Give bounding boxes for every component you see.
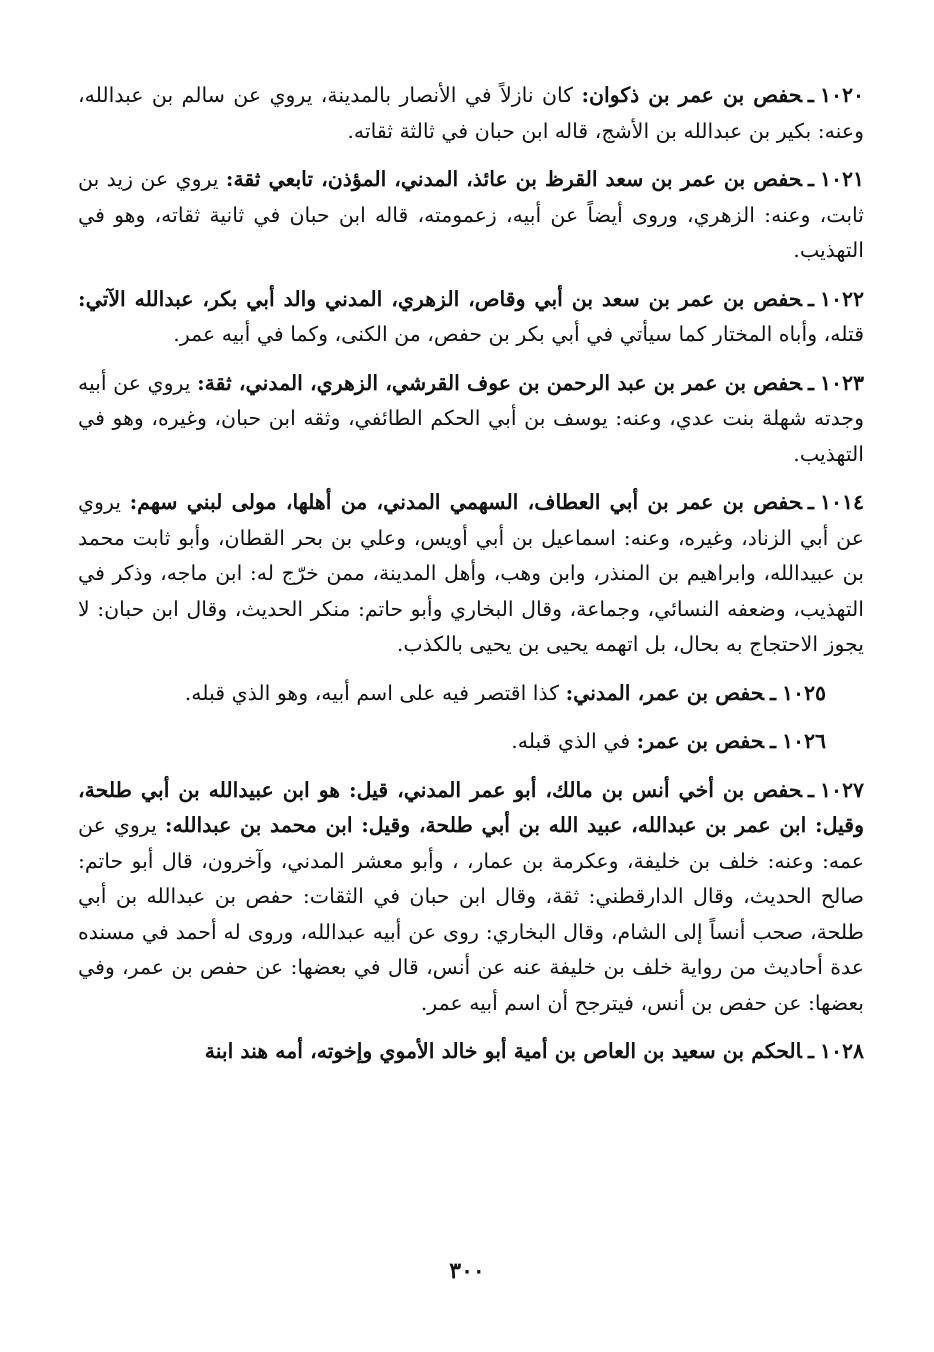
entry-dash: ـ bbox=[807, 777, 814, 802]
entry-1025 bbox=[78, 676, 864, 712]
entry-text: يروي عن زيد بن ثابت، وعنه: الزهري، وروى أيضاً عن أبيه، زعمومته، قاله ابن حبان في ثانية ثقاته، وهو في التهذيب. bbox=[78, 167, 864, 262]
entry-number: ١٠٢٧ bbox=[819, 777, 864, 802]
entry-1026 bbox=[78, 724, 864, 760]
entry-name: حفص بن أخي أنس بن مالك، أبو عمر المدني، قيل: هو ابن عبيدالله بن أبي طلحة، وقيل: ابن عمر بن عبدالله، عبيد الله بن أبي طلحة، وقيل: ابن محمد بن عبدالله: bbox=[78, 777, 864, 837]
entry-text: في الذي قبله. bbox=[511, 729, 631, 753]
page-number: ٣٠٠ bbox=[449, 1258, 485, 1284]
entry-name: حفص بن عمر بن ذكوان: bbox=[581, 83, 802, 107]
entry-name: حفص بن عمر بن عبد الرحمن بن عوف القرشي، الزهري، المدني، ثقة: bbox=[197, 370, 802, 395]
entry-name: الحكم بن سعيد بن العاص بن أمية أبو خالد الأموي وإخوته، أمه هند ابنة bbox=[204, 1039, 802, 1063]
entry-dash: ـ bbox=[769, 680, 776, 705]
entry-number: ١٠٢٨ bbox=[819, 1039, 864, 1063]
entry-dash: ـ bbox=[807, 490, 814, 514]
entry-1022 bbox=[78, 282, 864, 353]
entry-dash: ـ bbox=[807, 286, 814, 311]
entry-name: حفص بن عمر: bbox=[636, 729, 764, 753]
entry-number: ١٠٢٣ bbox=[819, 370, 864, 395]
entry-name: حفص بن عمر بن سعد بن أبي وقاص، الزهري، المدني والد أبي بكر، عبدالله الآتي: bbox=[78, 286, 802, 311]
entry-dash: ـ bbox=[769, 729, 776, 753]
entry-number: ١٠٢٦ bbox=[781, 729, 826, 753]
biography-entries bbox=[78, 78, 864, 1070]
entry-1028 bbox=[78, 1034, 864, 1070]
entry-text: قتله، وأباه المختار كما سيأتي في أبي بكر بن حفص، من الكنى، وكما في أبيه عمر. bbox=[173, 322, 864, 346]
entry-name: حفص بن عمر، المدني: bbox=[565, 680, 764, 705]
entry-text: يروي عن عمه: وعنه: خلف بن خليفة، وعكرمة بن عمار، ، وأبو معشر المدني، وآخرون، قال أبو حاتم: صالح الحديث، وقال الدارقطني: ثقة، وقال ابن حبان في الثقات: حفص بن عبدالله بن أبي طلحة، صحب أنساً إلى الشام، وقال البخاري: روى عن أبيه عبدالله، وروى له أحمد في مسنده عدة أحاديث من رواية خلف بن خليفة عنه عن أنس، قال في بعضها: عن حفص بن عمر، وفي بعضها: عن حفص بن أنس، فيترجح أن اسم أبيه عمر. bbox=[78, 813, 864, 1015]
entry-dash: ـ bbox=[807, 167, 814, 191]
entry-1027 bbox=[78, 773, 864, 1022]
entry-1021 bbox=[78, 162, 864, 269]
entry-name: حفص بن عمر بن أبي العطاف، السهمي المدني، من أهلها، مولى لبني سهم: bbox=[129, 490, 802, 514]
entry-text: يروي عن أبيه وجدته شهلة بنت عدي، وعنه: يوسف بن أبي الحكم الطائفي، وثقه ابن حبان، وغيره، وهو في التهذيب. bbox=[78, 370, 864, 466]
entry-text: كان نازلاً في الأنصار بالمدينة، يروي عن سالم بن عبدالله، وعنه: بكير بن عبدالله بن الأشج، قاله ابن حبان في ثالثة ثقاته. bbox=[78, 83, 864, 143]
entry-dash: ـ bbox=[807, 1039, 814, 1063]
entry-number: ١٠١٤ bbox=[819, 490, 864, 514]
entry-name: حفص بن عمر بن سعد القرظ بن عائذ، المدني، المؤذن، تابعي ثقة: bbox=[225, 167, 802, 191]
entry-dash: ـ bbox=[807, 83, 814, 107]
entry-number: ١٠٢٢ bbox=[819, 286, 864, 311]
entry-text: كذا اقتصر فيه على اسم أبيه، وهو الذي قبله. bbox=[184, 680, 560, 705]
entry-1020 bbox=[78, 78, 864, 149]
entry-number: ١٠٢٥ bbox=[781, 680, 826, 705]
entry-number: ١٠٢١ bbox=[819, 167, 864, 191]
entry-1014 bbox=[78, 485, 864, 663]
entry-text: يروي عن أبي الزناد، وغيره، وعنه: اسماعيل بن أبي أويس، وعلي بن بحر القطان، وأبو ثابت محمد بن عبيدالله، وابراهيم بن المنذر، وابن وهب، وأهل المدينة، ممن خرّج له: ابن ماجه، وذكر في التهذيب، وضعفه النسائي، وجماعة، وقال البخاري وأبو حاتم: منكر الحديث، وقال ابن حبان: لا يجوز الاحتجاج به بحال، بل اتهمه يحيى بن يحيى بالكذب. bbox=[78, 490, 864, 656]
entry-1023 bbox=[78, 366, 864, 473]
entry-dash: ـ bbox=[807, 370, 814, 395]
entry-number: ١٠٢٠ bbox=[819, 83, 864, 107]
